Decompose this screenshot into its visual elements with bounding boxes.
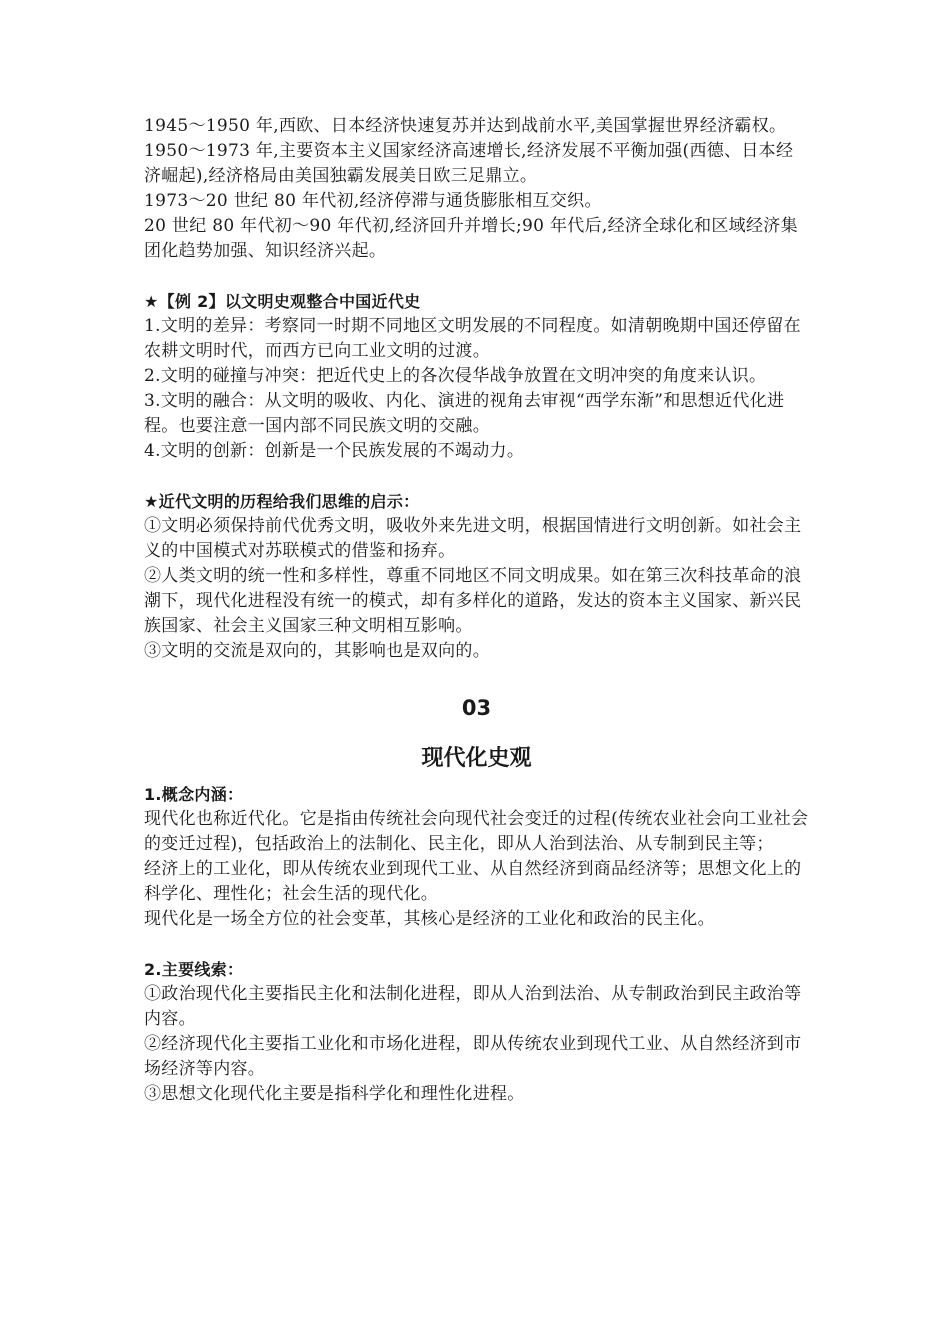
paragraph: 20 世纪 80 年代初～90 年代初,经济回升并增长;90 年代后,经济全球化和区域经济集团化趋势加强、知识经济兴起。 bbox=[144, 216, 798, 261]
paragraph: 现代化是一场全方位的社会变革，其核心是经济的工业化和政治的民主化。 bbox=[144, 909, 715, 929]
list-item: 1.文明的差异：考察同一时期不同地区文明发展的不同程度。如清朝晚期中国还停留在农耕文明时代，而西方已向工业文明的过渡。 bbox=[144, 316, 801, 361]
document-page bbox=[144, 114, 809, 1107]
section-number: 03 bbox=[461, 696, 492, 720]
list-item: ②人类文明的统一性和多样性，尊重不同地区不同文明成果。如在第三次科技革命的浪潮下，现代化进程没有统一的模式，却有多样化的道路，发达的资本主义国家、新兴民族国家、社会主义国家三种文明相互影响。 bbox=[144, 566, 802, 636]
list-item: ③思想文化现代化主要是指科学化和理性化进程。 bbox=[144, 1084, 525, 1104]
paragraph: 经济上的工业化，即从传统农业到现代工业、从自然经济到商品经济等；思想文化上的科学化、理性化；社会生活的现代化。 bbox=[144, 859, 802, 904]
list-item: 3.文明的融合：从文明的吸收、内化、演进的视角去审视“西学东渐”和思想近代化进程。也要注意一国内部不同民族文明的交融。 bbox=[144, 391, 785, 436]
list-item: 2.文明的碰撞与冲突：把近代史上的各次侵华战争放置在文明冲突的角度来认识。 bbox=[144, 366, 767, 386]
list-item: 4.文明的创新：创新是一个民族发展的不竭动力。 bbox=[144, 441, 525, 461]
paragraph: 1950～1973 年,主要资本主义国家经济高速增长,经济发展不平衡加强(西德、日本经济崛起),经济格局由美国独霸发展美日欧三足鼎立。 bbox=[144, 141, 794, 186]
concept-heading: 1.概念内涵： bbox=[144, 785, 244, 804]
paragraph: 现代化也称近代化。它是指由传统社会向现代社会变迁的过程(传统农业社会向工业社会的变迁过程)，包括政治上的法制化、民主化，即从人治到法治、从专制到民主等； bbox=[144, 809, 809, 854]
paragraph: 1945～1950 年,西欧、日本经济快速复苏并达到战前水平,美国掌握世界经济霸权。 bbox=[144, 116, 787, 136]
list-item: ②经济现代化主要指工业化和市场化进程，即从传统农业到现代工业、从自然经济到市场经济等内容。 bbox=[144, 1034, 802, 1079]
list-item: ③文明的交流是双向的，其影响也是双向的。 bbox=[144, 641, 490, 661]
section-title: 现代化史观 bbox=[421, 746, 532, 771]
list-item: ①政治现代化主要指民主化和法制化进程，即从人治到法治、从专制政治到民主政治等内容。 bbox=[144, 984, 802, 1029]
insight-heading: ★近代文明的历程给我们思维的启示： bbox=[144, 492, 420, 511]
list-item: ①文明必须保持前代优秀文明，吸收外来先进文明，根据国情进行文明创新。如社会主义的中国模式对苏联模式的借鉴和扬弃。 bbox=[144, 516, 802, 561]
example-heading: ★【例 2】以文明史观整合中国近代史 bbox=[144, 292, 421, 311]
paragraph: 1973～20 世纪 80 年代初,经济停滞与通货膨胀相互交织。 bbox=[144, 191, 602, 211]
clues-heading: 2.主要线索： bbox=[144, 960, 244, 979]
